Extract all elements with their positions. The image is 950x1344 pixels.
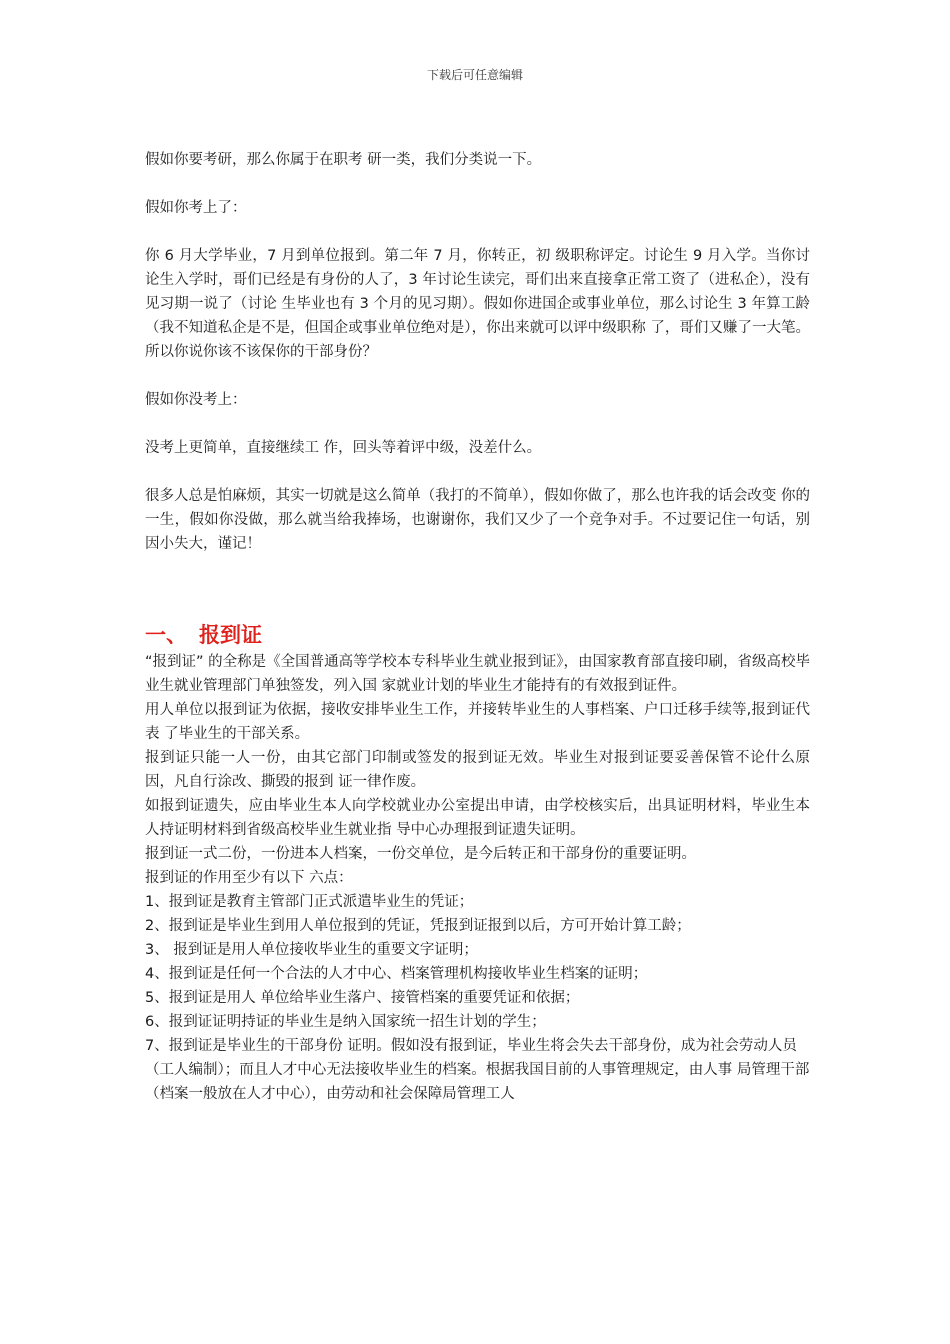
section-paragraph-6: 报到证的作用至少有以下 六点： [145,870,353,886]
intro-paragraph-2: 假如你考上了： [145,200,247,216]
section-title-text: 报到证 [199,623,262,647]
list-item: 3、 报到证是用人单位接收毕业生的重要文字证明； [145,942,478,958]
list-item: 6、报到证证明持证的毕业生是纳入国家统一招生计划的学生； [145,1014,546,1030]
intro-paragraph-1: 假如你要考研，那么你属于在职考 研一类，我们分类说一下。 [145,152,542,168]
header-note: 下载后可任意编辑 [426,68,523,82]
section-paragraph-1: “报到证” 的全称是《全国普通高等学校本专科毕业生就业报到证》，由国家教育部直接印刷，省级高校毕业生就业管理部门单独签发，列入国 家就业计划的毕业生才能持有的有效报到证件。 [145,654,810,694]
intro-paragraph-3: 你 6 月大学毕业，7 月到单位报到。第二年 7 月，你转正，初 级职称评定。讨论生 9 月入学。当你讨论生入学时，哥们已经是有身份的人了，3 年讨论生读完，哥们出来直接拿正常工资了（进私企），没有见习期一说了（讨论 生毕业也有 3 个月的见习期）。假如你进国企或事业单位，那么讨论生 3 年算工龄（我不知道私企是不是，但国企或事业单位绝对是），你出来就可以评中级职称 了，哥们又赚了一大笔。所以你说你该不该保你的干部身份？ [145,248,810,360]
section-heading [145,622,810,648]
section-body [145,650,810,1106]
intro-paragraph-4: 假如你没考上： [145,392,247,408]
section-paragraph-2: 用人单位以报到证为依据，接收安排毕业生工作，并接转毕业生的人事档案、户口迁移手续等,报到证代表 了毕业生的干部关系。 [145,702,810,742]
section-number: 一、 [145,623,187,647]
list-item: 1、报到证是教育主管部门正式派遣毕业生的凭证； [145,894,474,910]
section-paragraph-5: 报到证一式二份，一份进本人档案，一份交单位，是今后转正和干部身份的重要证明。 [145,846,696,862]
list-item: 2、报到证是毕业生到用人单位报到的凭证，凭报到证报到以后，方可开始计算工龄； [145,918,691,934]
section-paragraph-3: 报到证只能一人一份，由其它部门印制或签发的报到证无效。毕业生对报到证要妥善保管不论什么原因，凡自行涂改、撕毁的报到 证一律作废。 [145,750,810,790]
list-item: 7、报到证是毕业生的干部身份 证明。假如没有报到证，毕业生将会失去干部身份，成为社会劳动人员（工人编制）；而且人才中心无法接收毕业生的档案。根据我国目前的人事管理规定，由人事 局管理干部（档案一般放在人才中心），由劳动和社会保障局管理工人 [145,1038,810,1102]
list-item: 4、报到证是任何一个合法的人才中心、档案管理机构接收毕业生档案的证明； [145,966,648,982]
intro-paragraph-5: 没考上更简单，直接继续工 作，回头等着评中级，没差什么。 [145,440,542,456]
list-item: 5、报到证是用人 单位给毕业生落户、接管档案的重要凭证和依据； [145,990,580,1006]
section-paragraph-4: 如报到证遗失，应由毕业生本人向学校就业办公室提出申请，由学校核实后，出具证明材料，毕业生本人持证明材料到省级高校毕业生就业指 导中心办理报到证遗失证明。 [145,798,810,838]
section-spacer [145,580,810,622]
intro-paragraph-6: 很多人总是怕麻烦，其实一切就是这么简单（我打的不简单），假如你做了，那么也许我的话会改变 你的一生，假如你没做，那么就当给我捧场，也谢谢你，我们又少了一个竞争对手。不过要记住一句话，别因小失大，谨记！ [145,488,810,552]
document-body [145,148,810,1106]
